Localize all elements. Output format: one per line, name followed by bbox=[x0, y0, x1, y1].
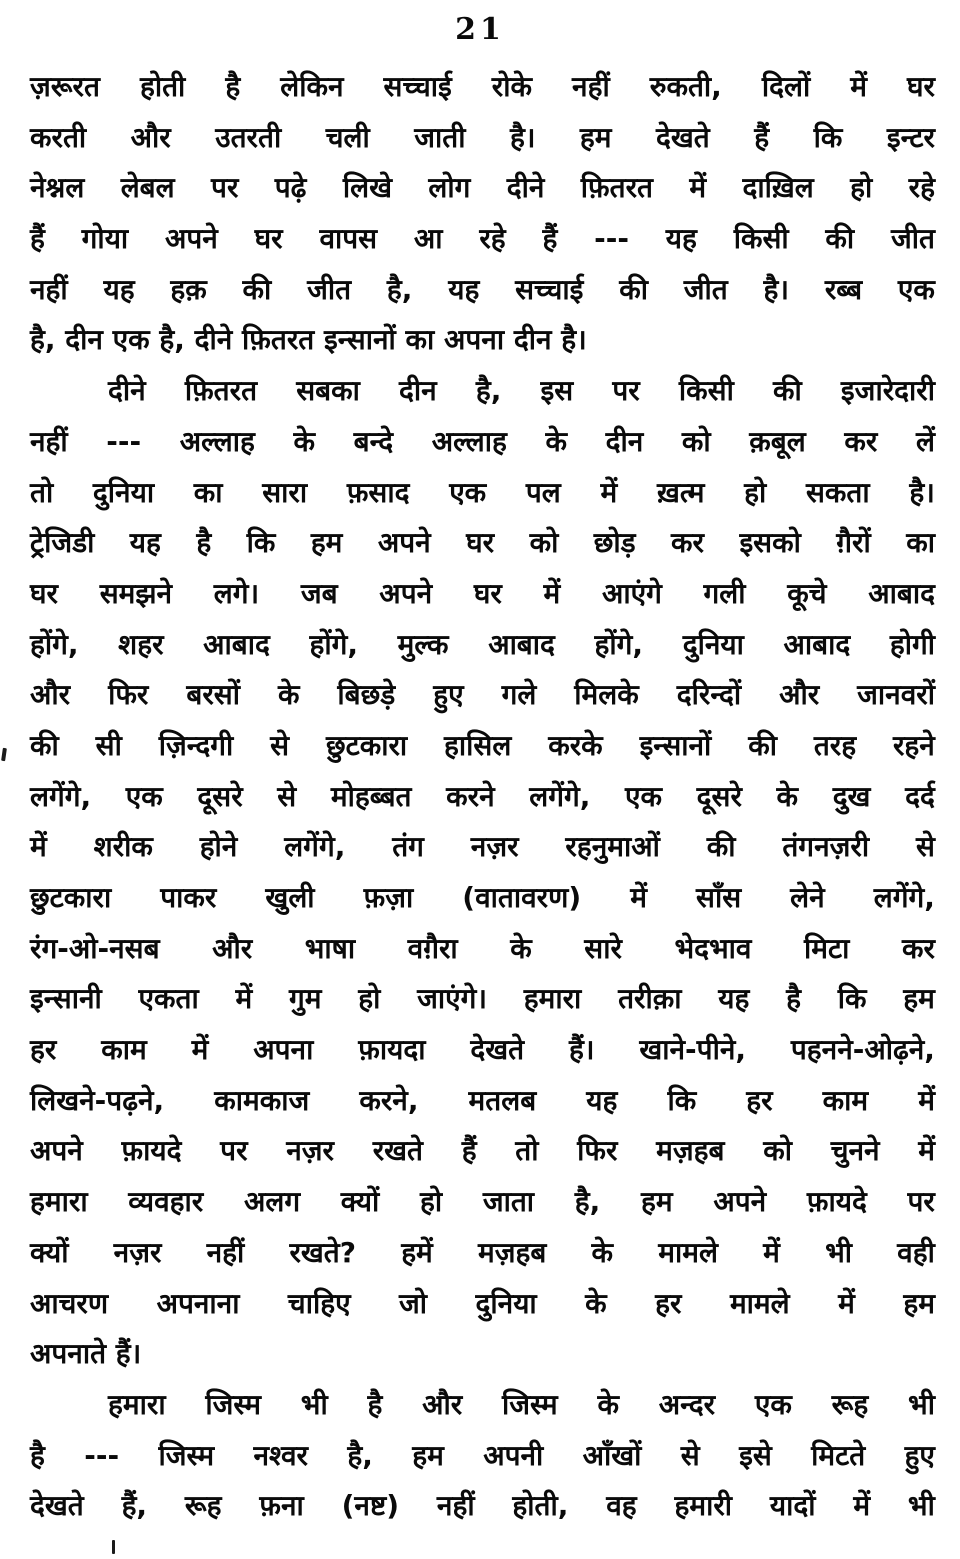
text-line: छुटकारा पाकर खुली फ़ज़ा (वातावरण) में साँस लेने लगेंगे, bbox=[30, 881, 935, 914]
text-line: लिखने-पढ़ने, कामकाज करने, मतलब यह कि हर काम में bbox=[30, 1083, 935, 1117]
text-line: घर समझने लगे। जब अपने घर में आएंगे गली कूचे आबाद bbox=[30, 576, 935, 610]
text-line: रंग-ओ-नसब और भाषा वग़ैरा के सारे भेदभाव मिटा कर bbox=[30, 931, 935, 965]
text-line: नहीं यह हक़ की जीत है, यह सच्चाई की जीत है। रब्ब एक bbox=[30, 272, 935, 306]
text-line: नेश्नल लेबल पर पढ़े लिखे लोग दीने फ़ितरत में दाख़िल हो रहे bbox=[30, 171, 935, 205]
text-line: में शरीक होने लगेंगे, तंग नज़र रहनुमाओं की तंगनज़री से bbox=[30, 830, 935, 864]
text-line: इन्सानी एकता में गुम हो जाएंगे। हमारा तरीक़ा यह है कि हम bbox=[30, 982, 935, 1016]
text-line: की सी ज़िन्दगी से छुटकारा हासिल करके इन्सानों की तरह रहने bbox=[30, 728, 935, 762]
text-line: लगेंगे, एक दूसरे से मोहब्बत करने लगेंगे, एक दूसरे के दुख दर्द bbox=[30, 779, 935, 813]
text-line: अपने फ़ायदे पर नज़र रखते हैं तो फिर मज़हब को चुनने में bbox=[30, 1134, 935, 1168]
text-block bbox=[30, 62, 935, 1532]
text-line: हमारा जिस्म भी है और जिस्म के अन्दर एक रूह भी bbox=[108, 1387, 935, 1421]
text-line: होंगे, शहर आबाद होंगे, मुल्क आबाद होंगे, दुनिया आबाद होगी bbox=[30, 627, 935, 661]
text-line: देखते हैं, रूह फ़ना (नष्ट) नहीं होती, वह हमारी यादों में भी bbox=[30, 1489, 935, 1523]
text-line: आचरण अपनाना चाहिए जो दुनिया के हर मामले में हम bbox=[30, 1286, 935, 1320]
page-number: 21 bbox=[455, 12, 505, 47]
text-line: और फिर बरसों के बिछड़े हुए गले मिलके दरिन्दों और जानवरों bbox=[30, 678, 935, 712]
text-line: अपनाते हैं। bbox=[30, 1337, 142, 1371]
text-line: करती और उतरती चली जाती है। हम देखते हैं कि इन्टर bbox=[30, 120, 935, 154]
text-line: ट्रेजिडी यह है कि हम अपने घर को छोड़ कर इसको ग़ैरों का bbox=[30, 526, 935, 560]
text-line: ज़रूरत होती है लेकिन सच्चाई रोके नहीं रुकती, दिलों में घर bbox=[30, 70, 935, 103]
text-line: हैं गोया अपने घर वापस आ रहे हैं --- यह किसी की जीत bbox=[30, 222, 935, 256]
text-line: दीने फ़ितरत सबका दीन है, इस पर किसी की इजारेदारी bbox=[108, 374, 935, 408]
text-line: क्यों नज़र नहीं रखते? हमें मज़हब के मामले में भी वही bbox=[30, 1235, 935, 1269]
text-line: है --- जिस्म नश्वर है, हम अपनी आँखों से इसे मिटते हुए bbox=[30, 1438, 935, 1472]
text-line: है, दीन एक है, दीने फ़ितरत इन्सानों का अपना दीन है। bbox=[30, 323, 587, 357]
scan-artifact-margin-mark bbox=[1, 748, 7, 761]
text-line: नहीं --- अल्लाह के बन्दे अल्लाह के दीन को क़बूल कर लें bbox=[30, 424, 935, 458]
text-line: हमारा व्यवहार अलग क्यों हो जाता है, हम अपने फ़ायदे पर bbox=[30, 1185, 935, 1219]
text-line: हर काम में अपना फ़ायदा देखते हैं। खाने-पीने, पहनने-ओढ़ने, bbox=[30, 1033, 935, 1067]
text-line: तो दुनिया का सारा फ़साद एक पल में ख़त्म हो सकता है। bbox=[30, 475, 935, 509]
scan-artifact-bottom-mark bbox=[112, 1540, 115, 1554]
